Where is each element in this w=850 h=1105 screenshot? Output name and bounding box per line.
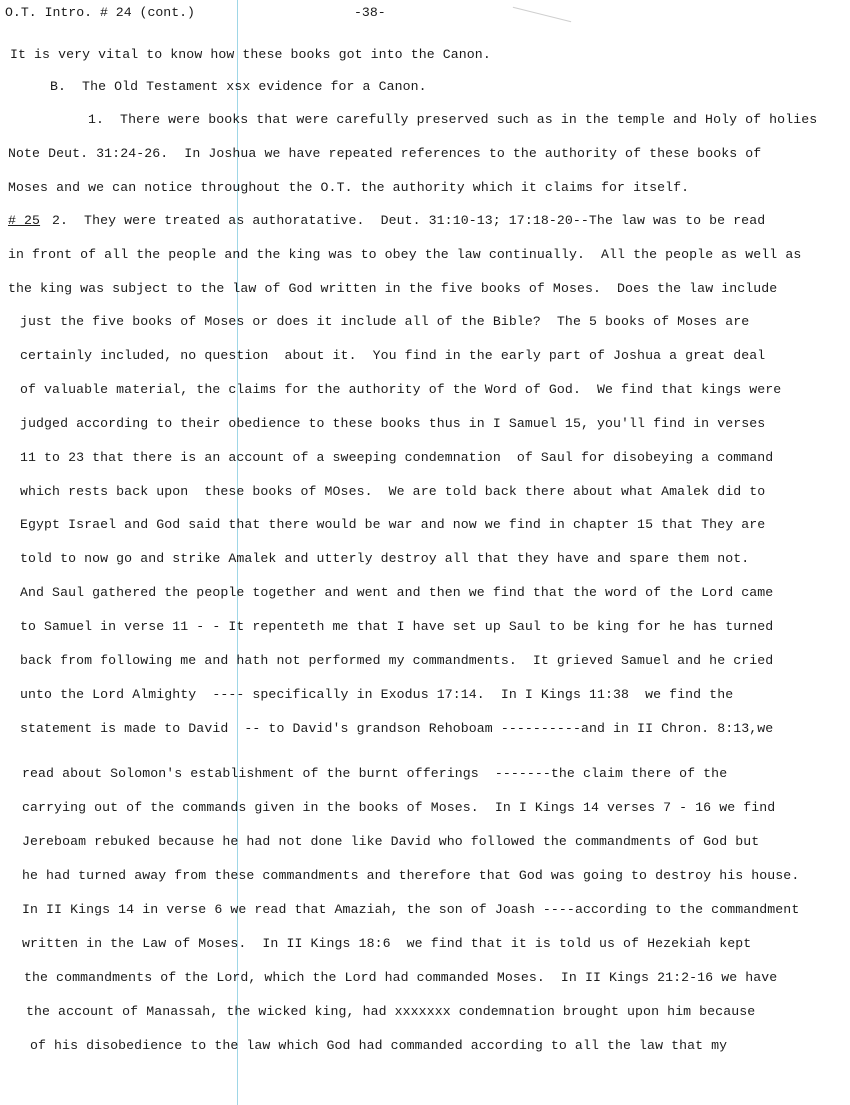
- text-line: certainly included, no question about it. You find in the early part of Joshua a great deal: [20, 348, 766, 363]
- page-number: -38-: [354, 5, 386, 20]
- text-line: Moses and we can notice throughout the O.T. the authority which it claims for itself.: [8, 180, 690, 195]
- text-line: In II Kings 14 in verse 6 we read that Amaziah, the son of Joash ----according to the commandment: [22, 902, 800, 917]
- text-line: read about Solomon's establishment of the burnt offerings -------the claim there of the: [22, 766, 728, 781]
- text-line: the commandments of the Lord, which the Lord had commanded Moses. In II Kings 21:2-16 we have: [24, 970, 778, 985]
- text-line: B. The Old Testament xsx evidence for a Canon.: [50, 79, 427, 94]
- text-line: judged according to their obedience to these books thus in I Samuel 15, you'll find in verses: [20, 416, 766, 431]
- text-line: statement is made to David -- to David's grandson Rehoboam ----------and in II Chron. 8:13,we: [20, 721, 774, 736]
- text-line: Jereboam rebuked because he had not done like David who followed the commandments of God but: [22, 834, 760, 849]
- text-line: Note Deut. 31:24-26. In Joshua we have repeated references to the authority of these books of: [8, 146, 762, 161]
- text-line: 11 to 23 that there is an account of a sweeping condemnation of Saul for disobeying a command: [20, 450, 774, 465]
- text-line: he had turned away from these commandments and therefore that God was going to destroy his house.: [22, 868, 800, 883]
- margin-note: # 25: [8, 213, 41, 228]
- text-line: to Samuel in verse 11 - - It repenteth me that I have set up Saul to be king for he has turned: [20, 619, 774, 634]
- text-line: in front of all the people and the king was to obey the law continually. All the people as well as: [8, 247, 802, 262]
- text-line: which rests back upon these books of MOses. We are told back there about what Amalek did to: [20, 484, 766, 499]
- text-line: unto the Lord Almighty ---- specifically in Exodus 17:14. In I Kings 11:38 we find the: [20, 687, 734, 702]
- header-title: O.T. Intro. # 24 (cont.): [5, 5, 195, 20]
- text-line: the king was subject to the law of God written in the five books of Moses. Does the law include: [8, 281, 778, 296]
- text-line: back from following me and hath not performed my commandments. It grieved Samuel and he cried: [20, 653, 774, 668]
- text-line: carrying out of the commands given in the books of Moses. In I Kings 14 verses 7 - 16 we find: [22, 800, 776, 815]
- text-line: the account of Manassah, the wicked king, had xxxxxxx condemnation brought upon him because: [26, 1004, 756, 1019]
- text-line: 2. They were treated as authoratative. Deut. 31:10-13; 17:18-20--The law was to be read: [52, 213, 766, 228]
- text-line: And Saul gathered the people together and went and then we find that the word of the Lord came: [20, 585, 774, 600]
- paper-mark: [513, 7, 571, 22]
- text-line: just the five books of Moses or does it include all of the Bible? The 5 books of Moses are: [20, 314, 750, 329]
- text-line: of valuable material, the claims for the authority of the Word of God. We find that kings were: [20, 382, 782, 397]
- text-line: written in the Law of Moses. In II Kings 18:6 we find that it is told us of Hezekiah kept: [22, 936, 752, 951]
- text-line: Egypt Israel and God said that there would be war and now we find in chapter 15 that They are: [20, 517, 766, 532]
- text-line: told to now go and strike Amalek and utterly destroy all that they have and spare them not.: [20, 551, 750, 566]
- text-line: It is very vital to know how these books got into the Canon.: [10, 47, 491, 62]
- text-line: 1. There were books that were carefully preserved such as in the temple and Holy of holies: [88, 112, 818, 127]
- text-line: of his disobedience to the law which God had commanded according to all the law that my: [30, 1038, 728, 1053]
